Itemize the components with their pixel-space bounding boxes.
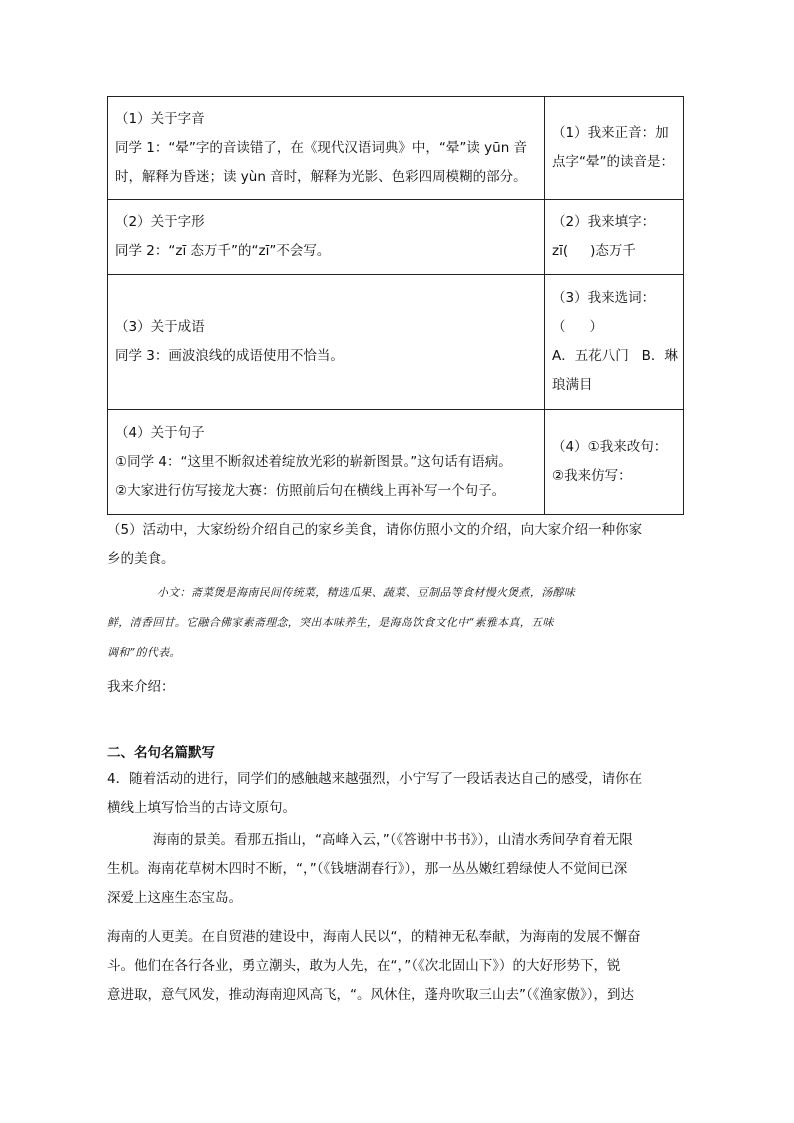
- q4-line2: 横线上填写恰当的古诗文原句。: [107, 800, 296, 816]
- row3-left-line2: 同学 3：画波浪线的成语使用不恰当。: [115, 348, 344, 364]
- row2-left-line2: 同学 2：“zī 态万千”的“zī”不会写。: [115, 243, 331, 259]
- table-cell: [545, 200, 684, 275]
- row4-left-line3: ②大家进行仿写接龙大赛：仿照前后句在横线上再补写一个句子。: [115, 482, 506, 499]
- item5-line2: 乡的美食。: [107, 551, 175, 567]
- xiaowen-line2: 鲜，清香回甘。它融合佛家素斋理念，突出本味养生，是海岛饮食文化中“素雅本真，五味: [107, 616, 554, 629]
- row1-left-line3: 时，解释为昏迷；读 yùn 音时，解释为光影、色彩四周模糊的部分。: [115, 168, 527, 185]
- table-cell: [545, 97, 684, 200]
- row3-right-line3: A．五花八门 B．琳: [552, 348, 678, 364]
- paragraph-scenery: [107, 826, 687, 913]
- q4-line1: 4．随着活动的进行，同学们的感触越来越强烈，小宁写了一段话表达自己的感受，请你在: [107, 771, 643, 787]
- p1-line2: 生机。海南花草树木四时不断，“，”（《钱塘湖春行》），那一丛丛嫩红碧绿使人不觉间已深: [107, 861, 628, 877]
- table-cell: [108, 275, 545, 410]
- item5-line1: （5）活动中，大家纷纷介绍自己的家乡美食，请你仿照小文的介绍，向大家介绍一种你家: [107, 522, 643, 538]
- xiaowen-example: [107, 578, 687, 668]
- table-cell: [108, 97, 545, 200]
- row3-right-line4: 琅满目: [552, 377, 593, 393]
- table-cell: [108, 200, 545, 275]
- item5-prompt: [107, 516, 687, 574]
- row3-right-line1: （3）我来选词：: [552, 290, 656, 306]
- p2-line1: 海南的人更美。在自贸港的建设中，海南人民以“，的精神无私奉献，为海南的发展不懈奋: [107, 929, 641, 945]
- question-4: [107, 765, 687, 823]
- xiaowen-line3: 调和”的代表。: [107, 646, 181, 659]
- p2-line3: 意进取，意气风发，推动海南迎风高飞，“。风休住，蓬舟吹取三山去”（《渔家傲》），到达: [107, 987, 634, 1003]
- paragraph-people: [107, 923, 687, 1010]
- table-row: [108, 200, 684, 275]
- activity-table: [107, 96, 684, 515]
- row1-left-line1: （1）关于字音: [115, 110, 205, 127]
- row4-left-line2: ①同学 4：“这里不断叙述着绽放光彩的崭新图景。”这句话有语病。: [115, 453, 512, 470]
- section-heading: 二、名句名篇默写: [107, 745, 215, 761]
- row4-right-line1: （4）①我来改句：: [552, 439, 668, 455]
- table-row: [108, 97, 684, 200]
- row2-left-line1: （2）关于字形: [115, 214, 205, 230]
- p1-line1: 海南的景美。看那五指山，“高峰入云，”（《答谢中书书》），山清水秀间孕育着无限: [153, 832, 633, 848]
- row2-right-line2: zī( )态万千: [552, 243, 636, 259]
- row2-right-line1: （2）我来填字：: [552, 214, 656, 230]
- row3-left-line1: （3）关于成语: [115, 319, 205, 335]
- row3-right-line2: （ ）: [552, 319, 603, 335]
- row4-left-line1: （4）关于句子: [115, 424, 205, 441]
- table-cell: [108, 410, 545, 515]
- p2-line2: 斗。他们在各行各业，勇立潮头，敢为人先，在“，”（《次北固山下》）的大好形势下，锐: [107, 958, 621, 974]
- row1-right-line1: （1）我来正音：加: [552, 125, 669, 141]
- p1-line3: 深爱上这座生态宝岛。: [107, 890, 242, 906]
- table-cell: [545, 275, 684, 410]
- table-cell: [545, 410, 684, 515]
- row1-left-line2: 同学 1：“晕”字的音读错了，在《现代汉语词典》中，“晕”读 yūn 音: [115, 139, 528, 156]
- table-row: [108, 410, 684, 515]
- row4-right-line2: ②我来仿写：: [552, 468, 632, 484]
- xiaowen-line1: 小文：斋菜煲是海南民间传统菜，精选瓜果、蔬菜、豆制品等食材慢火煲煮，汤醇味: [157, 586, 576, 599]
- my-intro-label: 我来介绍：: [107, 679, 175, 695]
- row1-right-line2: 点字“晕”的读音是：: [552, 154, 674, 170]
- table-row: [108, 275, 684, 410]
